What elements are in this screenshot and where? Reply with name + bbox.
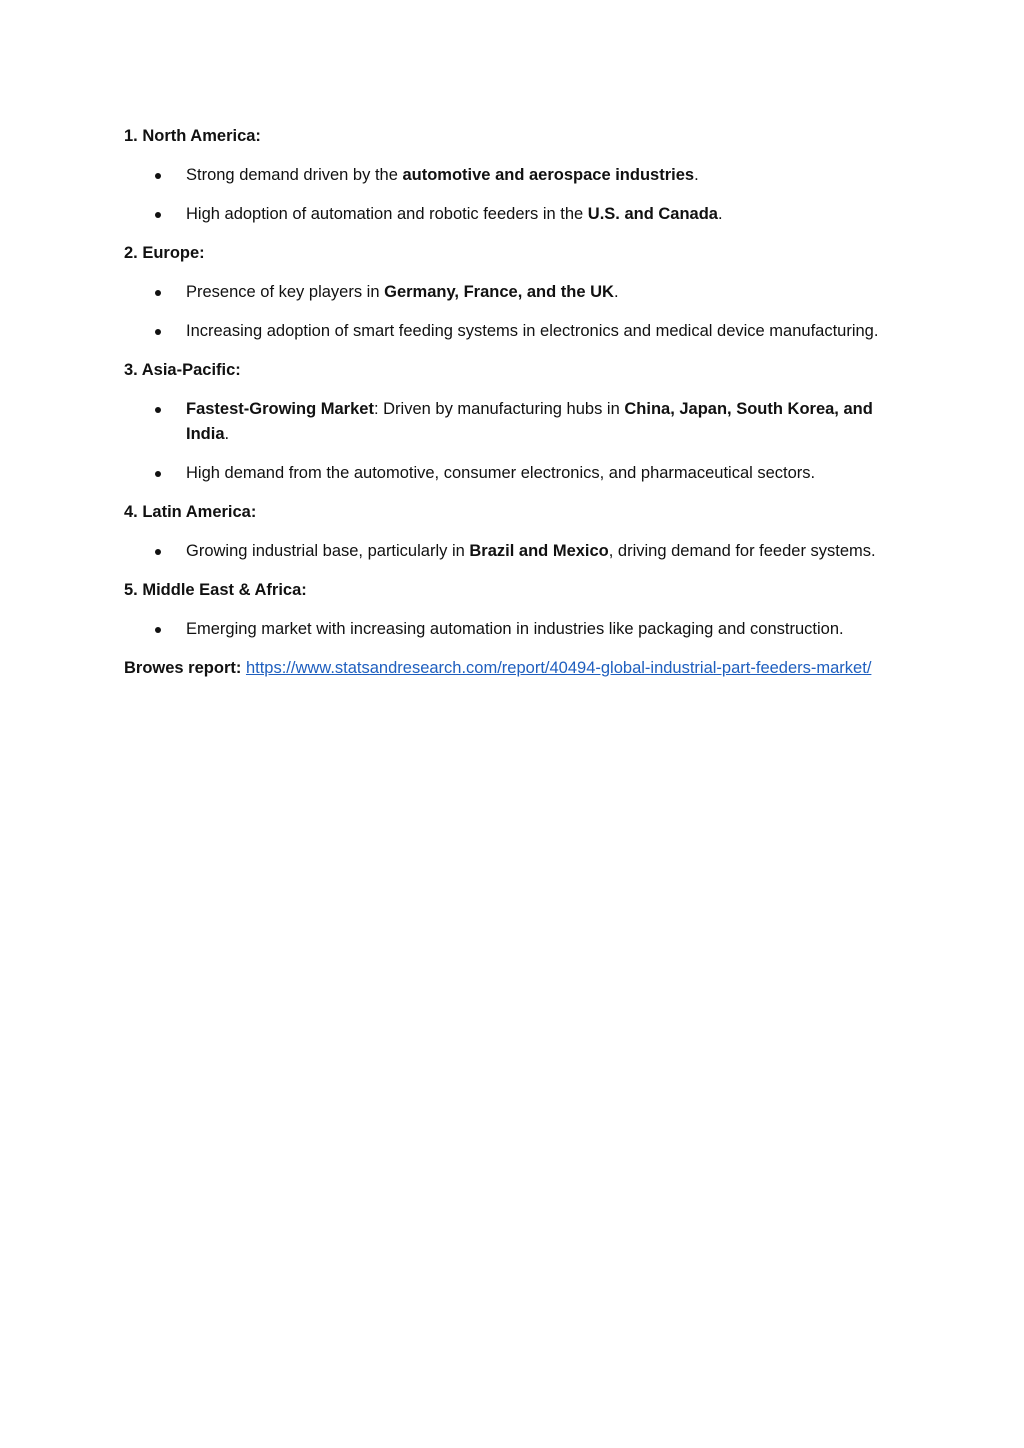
region-sections	[124, 124, 894, 642]
section-heading: 5. Middle East & Africa:	[124, 581, 307, 599]
section-heading: 3. Asia-Pacific:	[124, 361, 241, 379]
document-page	[124, 124, 894, 681]
text-run: .	[224, 425, 230, 443]
report-label: Browes report:	[124, 659, 242, 677]
bold-text: Germany, France, and the UK	[384, 283, 614, 301]
bullet-list	[124, 539, 894, 564]
bullet-dot-icon	[155, 212, 161, 218]
report-line	[124, 656, 894, 681]
text-run: .	[717, 205, 723, 223]
bold-text: U.S. and Canada	[587, 205, 718, 223]
text-run: Presence of key players in	[186, 283, 385, 301]
bullet-dot-icon	[155, 407, 161, 413]
text-run: High adoption of automation and robotic feeders in the	[186, 205, 588, 223]
bullet-item	[124, 202, 894, 227]
text-run: High demand from the automotive, consumer electronics, and pharmaceutical sectors.	[186, 464, 816, 482]
bullet-list	[124, 617, 894, 642]
text-run: Strong demand driven by the	[186, 166, 403, 184]
bold-text: Brazil and Mexico	[469, 542, 609, 560]
text-run: : Driven by manufacturing hubs in	[373, 400, 625, 418]
bullet-item	[124, 163, 894, 188]
section-heading: 1. North America:	[124, 127, 261, 145]
bullet-list	[124, 397, 894, 486]
bold-text: automotive and aerospace industries	[402, 166, 695, 184]
text-run: Increasing adoption of smart feeding systems in electronics and medical device manufacturing.	[186, 322, 879, 340]
bullet-dot-icon	[155, 329, 161, 335]
text-run: , driving demand for feeder systems.	[608, 542, 876, 560]
bullet-item	[124, 617, 894, 642]
bullet-item	[124, 397, 894, 447]
bullet-dot-icon	[155, 549, 161, 555]
text-run: .	[613, 283, 619, 301]
bullet-item	[124, 319, 894, 344]
bold-text: Fastest-Growing Market	[186, 400, 374, 418]
bullet-list	[124, 163, 894, 227]
text-run: .	[694, 166, 699, 184]
bullet-dot-icon	[155, 627, 161, 633]
bullet-dot-icon	[155, 471, 161, 477]
section-heading: 4. Latin America:	[124, 503, 257, 521]
bullet-item	[124, 539, 894, 564]
bullet-dot-icon	[155, 173, 161, 179]
bold-text: China, Japan, South Korea, and India	[186, 400, 873, 443]
text-run: Growing industrial base, particularly in	[186, 542, 470, 560]
bullet-dot-icon	[155, 290, 161, 296]
bullet-list	[124, 280, 894, 344]
section-heading: 2. Europe:	[124, 244, 205, 262]
bullet-item	[124, 461, 894, 486]
bullet-item	[124, 280, 894, 305]
report-link[interactable]: https://www.statsandresearch.com/report/40494-global-industrial-part-feeders-market/	[245, 659, 872, 677]
text-run: Emerging market with increasing automation in industries like packaging and construction.	[186, 620, 844, 638]
